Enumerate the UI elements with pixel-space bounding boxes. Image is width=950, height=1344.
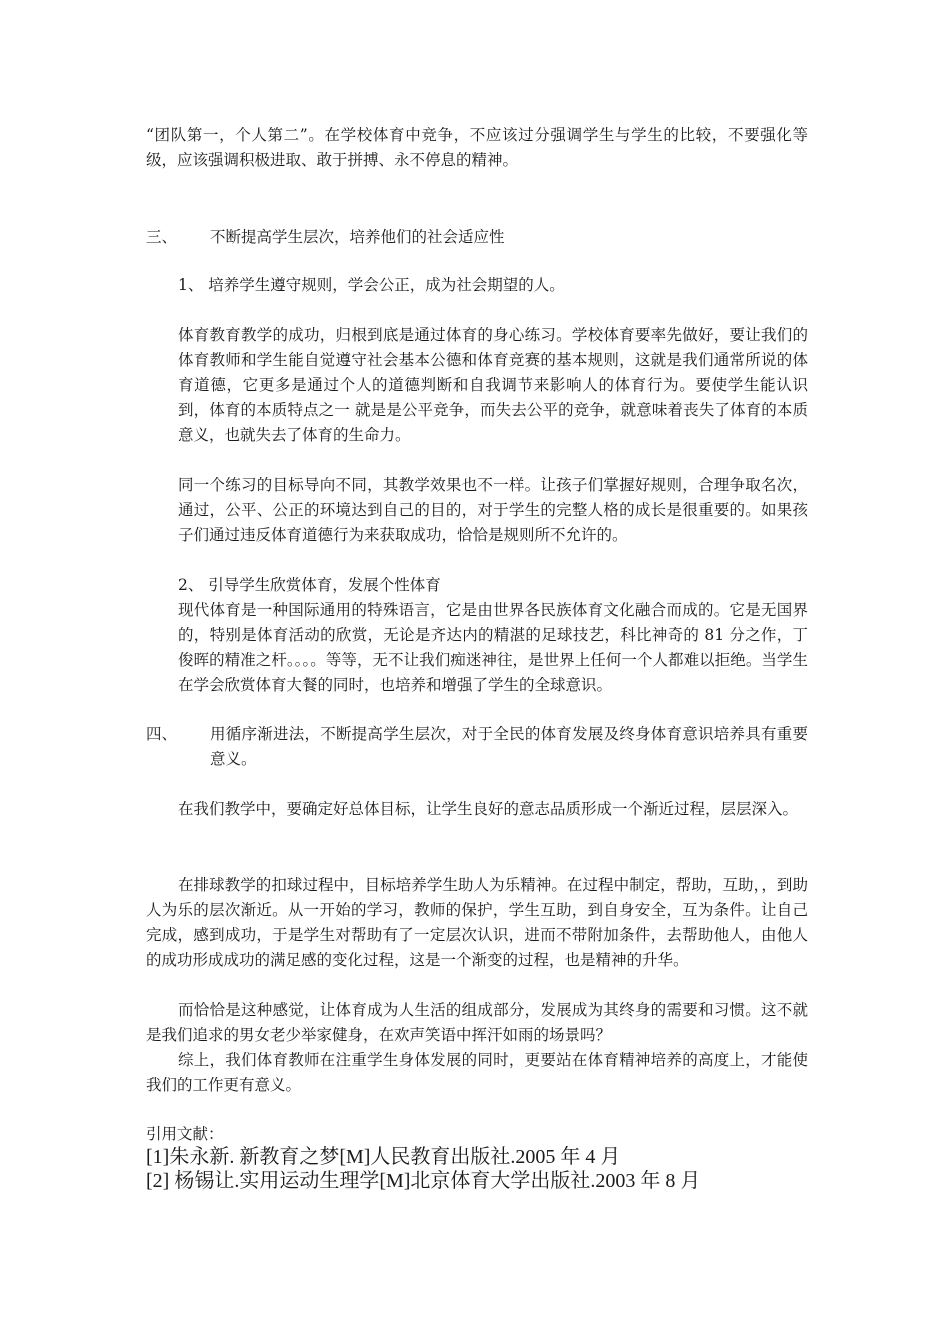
paragraph-b: 在排球教学的扣球过程中，目标培养学生助人为乐精神。在过程中制定，帮助，互助，，到助人为乐的层次渐近。从一开始的学习，教师的保护，学生互助，到自身安全，互为条件。让自己完成，感到成功，于是学生对帮助有了一定层次认识，进而不带附加条件，去帮助他人，由他人的成功形成成功的满足感的变化过程，这是一个渐变的过程，也是精神的升华。	[146, 876, 808, 969]
heading-text: 不断提高学生层次，培养他们的社会适应性	[210, 228, 505, 246]
subheading-2: 2、 引导学生欣赏体育，发展个性体育	[178, 576, 441, 594]
heading-section-3	[146, 225, 808, 250]
paragraph-a: 在我们教学中，要确定好总体目标，让学生良好的意志品质形成一个渐近过程，层层深入。	[178, 800, 799, 818]
paragraph-sub2: 现代体育是一种国际通用的特殊语言，它是由世界各民族体育文化融合而成的。它是无国界的，特别是体育活动的欣赏，无论是齐达内的精湛的足球技艺，科比神奇的 81 分之作，丁俊晖的精准之杆。。。。等等，无不让我们痴迷神往，是世界上任何一个人都难以拒绝。当学生在学会欣赏体育大餐的同时，也培养和增强了学生的全球意识。	[178, 601, 808, 694]
reference-item-1: [1]朱永新. 新教育之梦[M]人民教育出版社.2005 年 4 月	[146, 1146, 621, 1168]
paragraph-sub1-b: 同一个练习的目标导向不同，其教学效果也不一样。让孩子们掌握好规则，合理争取名次，通过，公平、公正的环境达到自己的目的，对于学生的完整人格的成长是很重要的。如果孩子们通过违反体育道德行为来获取成功，恰恰是规则所不允许的。	[178, 476, 808, 544]
paragraph-intro: “团队第一，个人第二”。在学校体育中竞争，不应该过分强调学生与学生的比较，不要强化等级，应该强调积极进取、敢于拼搏、永不停息的精神。	[146, 126, 808, 169]
heading-number: 四、	[146, 725, 178, 743]
reference-item-2: [2] 杨锡让.实用运动生理学[M]北京体育大学出版社.2003 年 8 月	[146, 1170, 701, 1192]
subheading-1: 1、 培养学生遵守规则，学会公正，成为社会期望的人。	[178, 276, 565, 294]
heading-number: 三、	[146, 228, 178, 246]
paragraph-sub1-a: 体育教育教学的成功，归根到底是通过体育的身心练习。学校体育要率先做好，要让我们的体育教师和学生能自觉遵守社会基本公德和体育竞赛的基本规则，这就是我们通常所说的体育道德，它更多是通过个人的道德判断和自我调节来影响人的体育行为。要使学生能认识到，体育的本质特点之一 就是是公平竞争，而失去公平的竞争，就意味着丧失了体育的本质意义，也就失去了体育的生命力。	[178, 326, 808, 444]
references-title: 引用文献：	[146, 1125, 224, 1143]
paragraph-c: 而恰恰是这种感觉，让体育成为人生活的组成部分，发展成为其终身的需要和习惯。这不就是我们追求的男女老少举家健身，在欢声笑语中挥汗如雨的场景吗？	[146, 1001, 808, 1044]
heading-section-4	[146, 722, 808, 772]
heading-text: 用循序渐进法，不断提高学生层次，对于全民的体育发展及终身体育意识培养具有重要意义。	[210, 725, 808, 768]
paragraph-d: 综上，我们体育教师在注重学生身体发展的同时，更要站在体育精神培养的高度上，才能使我们的工作更有意义。	[146, 1051, 808, 1094]
